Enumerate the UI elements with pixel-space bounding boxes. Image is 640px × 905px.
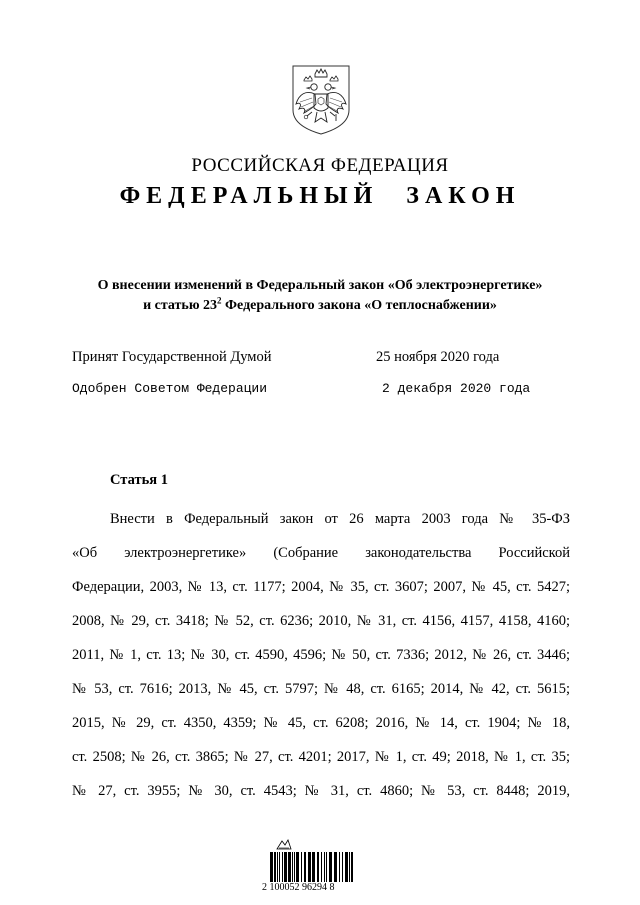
- stamp-mark-icon: [276, 838, 292, 850]
- article-line: № 53, ст. 7616; 2013, № 45, ст. 5797; № 48, ст. 6165; 2014, № 42, ст. 5615;: [72, 681, 570, 697]
- article-body: [72, 502, 570, 808]
- article-line: 2011, № 1, ст. 13; № 30, ст. 4590, 4596; № 50, ст. 7336; 2012, № 26, ст. 3446;: [72, 647, 570, 663]
- council-approval-date: 2 декабря 2020 года: [382, 381, 531, 396]
- duma-adoption-label: Принят Государственной Думой: [72, 349, 272, 365]
- council-approval-label: Одобрен Советом Федерации: [72, 381, 268, 396]
- article-line: «Об электроэнергетике» (Собрание законодательства Российской: [72, 545, 570, 561]
- law-title-line-2-suffix: Федерального закона «О теплоснабжении»: [221, 298, 497, 313]
- article-line: Внести в Федеральный закон от 26 марта 2003 года № 35-ФЗ: [110, 511, 570, 527]
- country-name: РОССИЙСКАЯ ФЕДЕРАЦИЯ: [191, 155, 449, 176]
- article-line: ст. 2508; № 26, ст. 3865; № 27, ст. 4201; 2017, № 1, ст. 49; 2018, № 1, ст. 35;: [72, 749, 570, 765]
- council-approval-row: [72, 381, 592, 396]
- article-line: Федерации, 2003, № 13, ст. 1177; 2004, № 35, ст. 3607; 2007, № 45, ст. 5427;: [72, 579, 570, 595]
- document-type: ФЕДЕРАЛЬНЫЙ ЗАКОН: [119, 183, 521, 209]
- coat-of-arms-icon: [290, 64, 352, 136]
- duma-adoption-date: 25 ноября 2020 года: [376, 349, 500, 365]
- law-title-line-2-prefix: и статью 23: [143, 298, 218, 313]
- law-title-line-1: О внесении изменений в Федеральный закон «Об электроэнергетике»: [97, 278, 543, 293]
- law-title-line-2: [40, 296, 600, 316]
- article-line: 2008, № 29, ст. 3418; № 52, ст. 6236; 2010, № 31, ст. 4156, 4157, 4158, 4160;: [72, 613, 570, 629]
- barcode-number: 2 100052 96294 8: [262, 882, 335, 893]
- law-title: [40, 276, 600, 316]
- duma-adoption-row: [72, 349, 592, 366]
- article-line: 2015, № 29, ст. 4350, 4359; № 45, ст. 6208; 2016, № 14, ст. 1904; № 18,: [72, 715, 570, 731]
- article-line: № 27, ст. 3955; № 30, ст. 4543; № 31, ст. 4860; № 53, ст. 8448; 2019,: [72, 783, 570, 799]
- article-superscript: 2: [217, 295, 222, 306]
- article-heading: Статья 1: [110, 472, 168, 488]
- barcode: [270, 852, 354, 882]
